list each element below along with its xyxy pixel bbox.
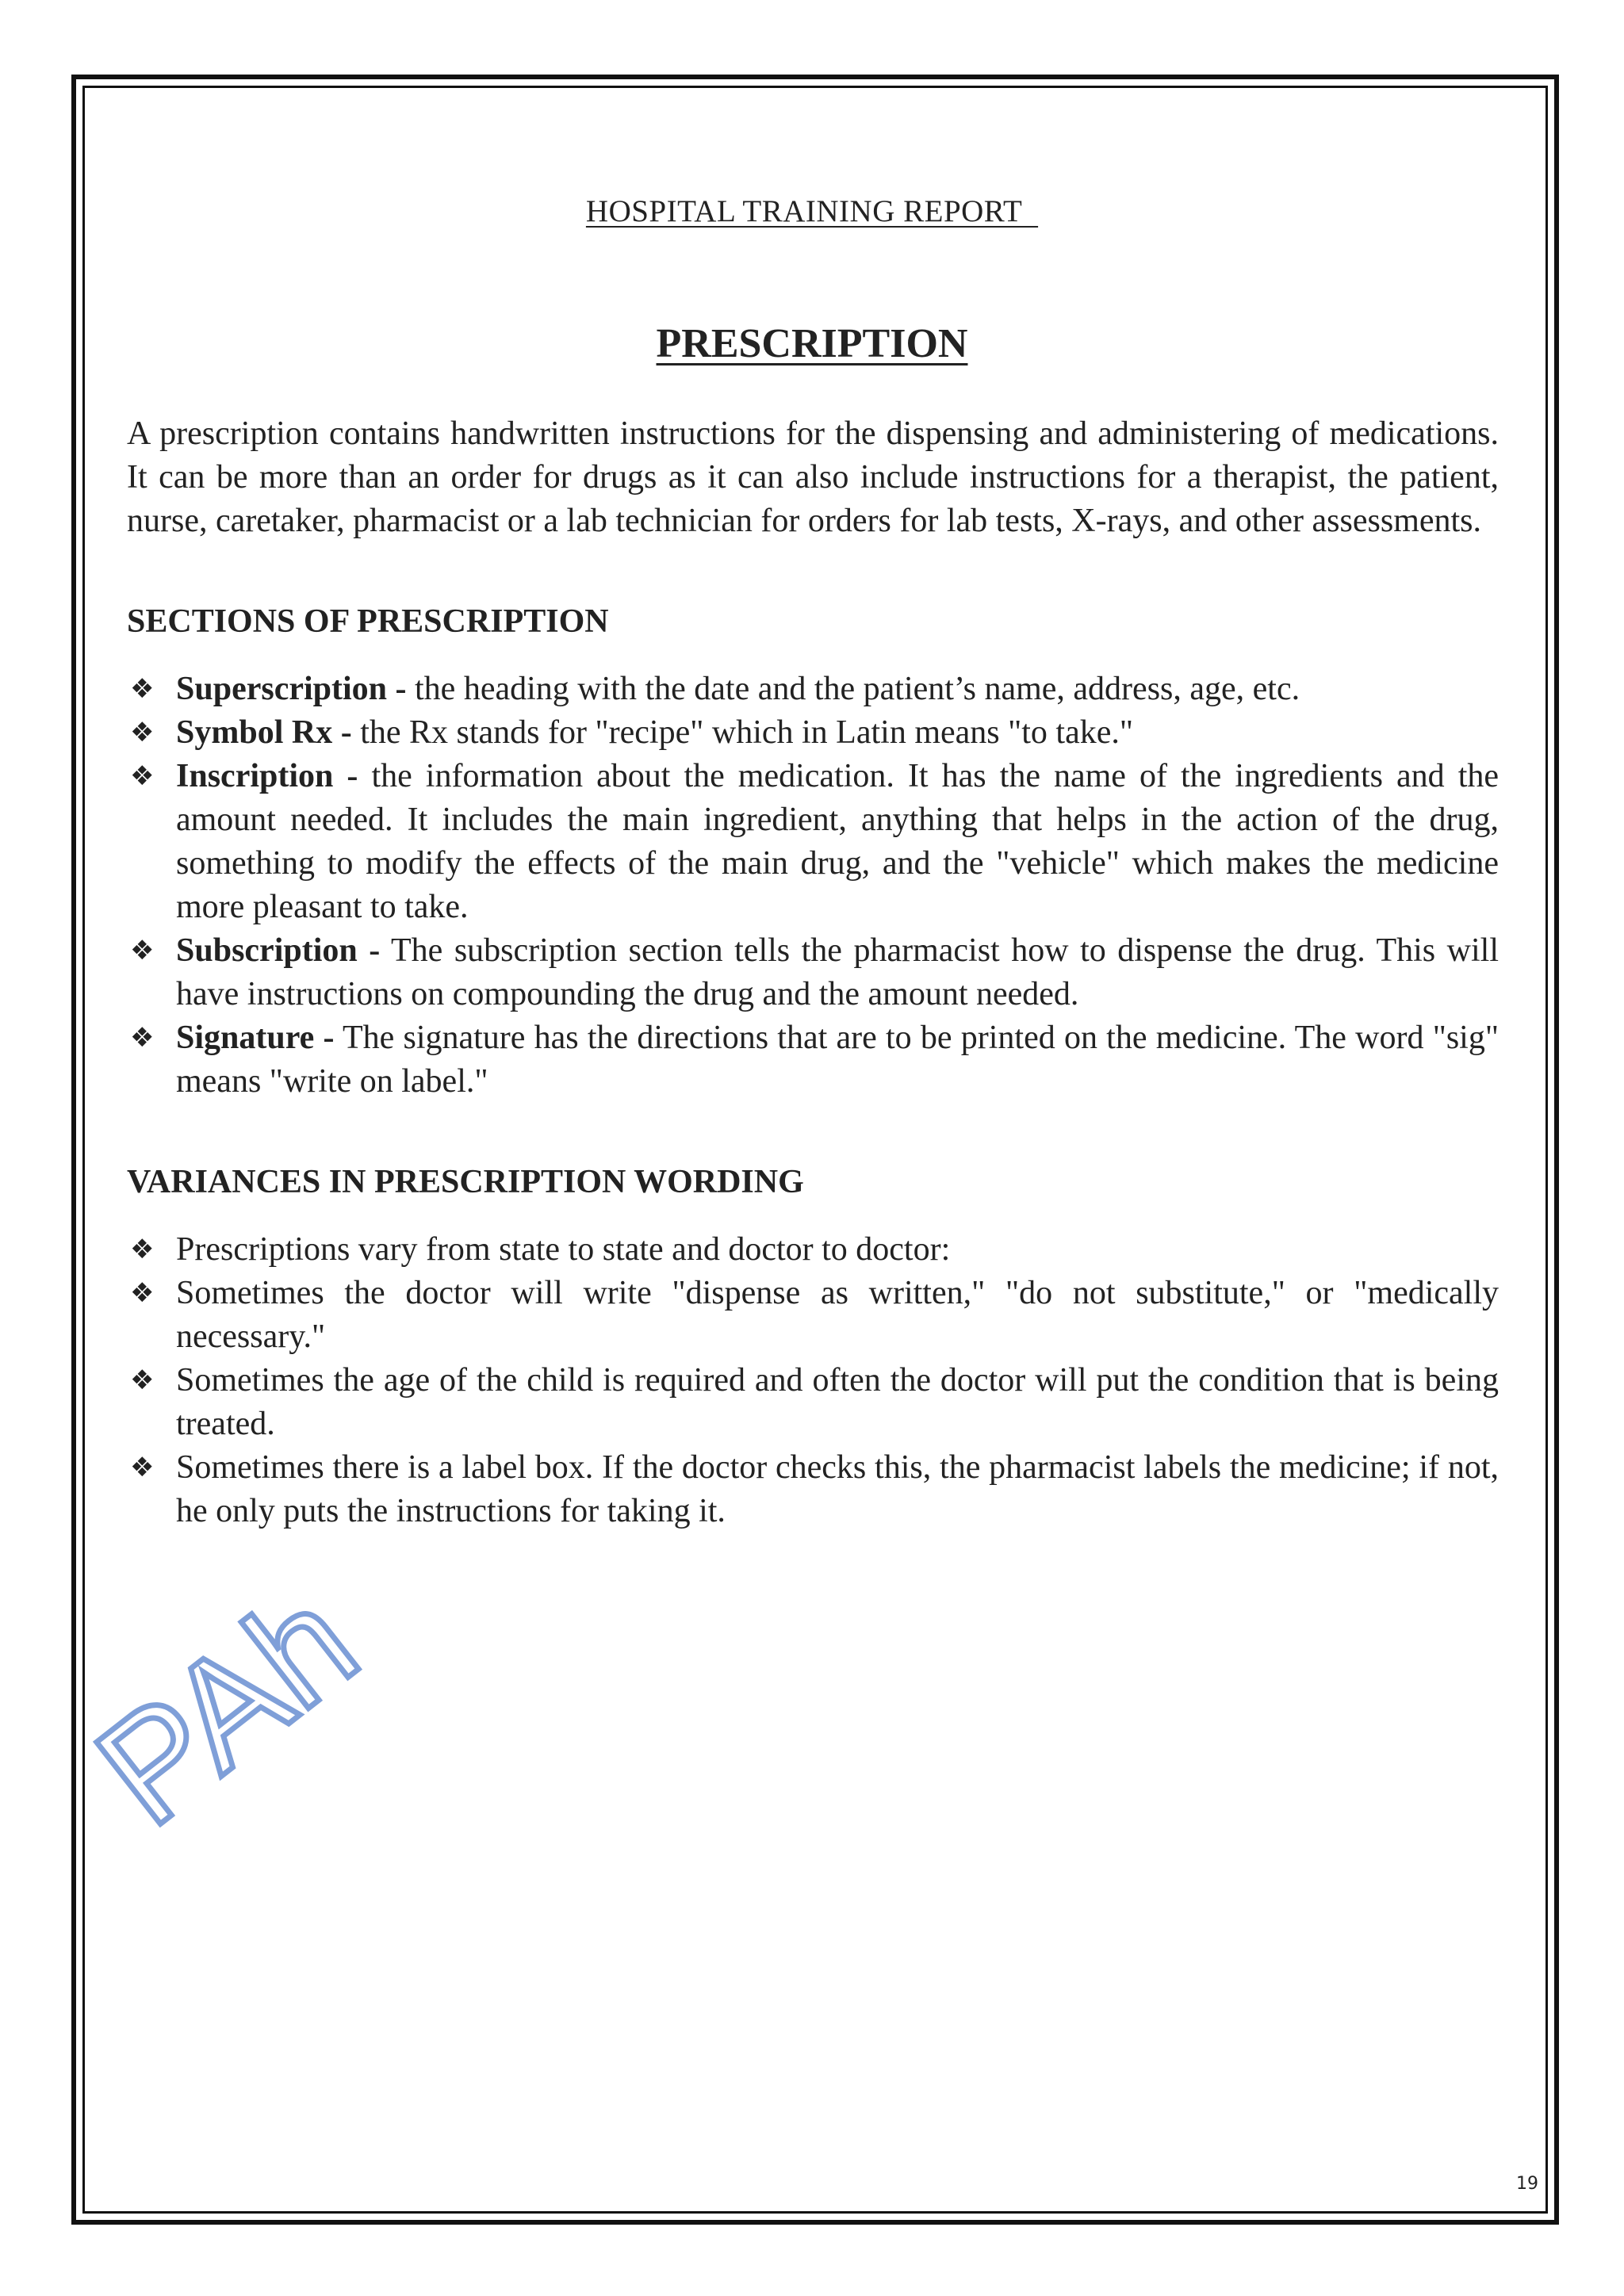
list-item bbox=[127, 1272, 1499, 1359]
diamond-bullet-icon: ❖ bbox=[130, 1277, 155, 1309]
list-item bbox=[127, 755, 1499, 929]
diamond-bullet-icon: ❖ bbox=[130, 1022, 155, 1054]
list-item-text: the heading with the date and the patient’s name, address, age, etc. bbox=[406, 671, 1300, 707]
page-number: 19 bbox=[1516, 2174, 1538, 2194]
list-item bbox=[127, 929, 1499, 1016]
document-body bbox=[127, 412, 1499, 1533]
list-item-text: The subscription section tells the pharmacist how to dispense the drug. This will have instructions on compounding the drug and the amount needed. bbox=[176, 932, 1499, 1012]
list-item-term: Symbol Rx - bbox=[176, 714, 352, 751]
list-item-text: Sometimes the doctor will write "dispense as written," "do not substitute," or "medically necessary." bbox=[176, 1275, 1499, 1355]
diamond-bullet-icon: ❖ bbox=[130, 760, 155, 792]
page-title-text: PRESCRIPTION bbox=[656, 321, 968, 366]
list-item-term: Signature - bbox=[176, 1020, 335, 1056]
section-heading-variances: VARIANCES IN PRESCRIPTION WORDING bbox=[127, 1164, 804, 1200]
list-item bbox=[127, 711, 1499, 755]
list-item-term: Subscription - bbox=[176, 932, 381, 969]
diamond-bullet-icon: ❖ bbox=[130, 1234, 155, 1265]
page-title bbox=[0, 320, 1624, 367]
watermark-text: PAh bbox=[67, 1556, 387, 1858]
list-item-text: Sometimes the age of the child is required and often the doctor will put the condition that is being treated. bbox=[176, 1362, 1499, 1442]
list-item-text: the information about the medication. It has the name of the ingredients and the amount needed. It includes the main ingredient, anything that helps in the action of the drug, something to modify the effects of the main drug, and the "vehicle" which makes the medicine more pleasant to take. bbox=[176, 758, 1499, 925]
sections-list bbox=[127, 668, 1499, 1104]
diamond-bullet-icon: ❖ bbox=[130, 1452, 155, 1483]
list-item-text: Prescriptions vary from state to state and doctor to doctor: bbox=[176, 1231, 951, 1268]
running-header-text: HOSPITAL TRAINING REPORT bbox=[585, 194, 1039, 228]
list-item-text: The signature has the directions that are to be printed on the medicine. The word "sig" means "write on label." bbox=[176, 1020, 1499, 1100]
list-item bbox=[127, 1359, 1499, 1446]
list-item bbox=[127, 668, 1499, 711]
list-item bbox=[127, 1446, 1499, 1533]
variances-list bbox=[127, 1228, 1499, 1533]
diamond-bullet-icon: ❖ bbox=[130, 673, 155, 705]
list-item bbox=[127, 1228, 1499, 1272]
diamond-bullet-icon: ❖ bbox=[130, 717, 155, 748]
list-item-term: Inscription - bbox=[176, 758, 358, 794]
diamond-bullet-icon: ❖ bbox=[130, 935, 155, 966]
list-item-text: Sometimes there is a label box. If the doctor checks this, the pharmacist labels the medicine; if not, he only puts the instructions for taking it. bbox=[176, 1449, 1499, 1529]
list-item-text: the Rx stands for "recipe" which in Latin means "to take." bbox=[351, 714, 1134, 751]
diamond-bullet-icon: ❖ bbox=[130, 1364, 155, 1396]
list-item-term: Superscription - bbox=[176, 671, 407, 707]
watermark-logo bbox=[67, 1556, 484, 1858]
list-item bbox=[127, 1016, 1499, 1104]
section-heading-sections: SECTIONS OF PRESCRIPTION bbox=[127, 603, 609, 640]
intro-paragraph: A prescription contains handwritten instructions for the dispensing and administering of medications. It can be more than an order for drugs as it can also include instructions for a therapist, the patient, nurse, caretaker, pharmacist or a lab technician for orders for lab tests, X-rays, and other assessments. bbox=[127, 415, 1499, 539]
running-header bbox=[0, 193, 1624, 229]
